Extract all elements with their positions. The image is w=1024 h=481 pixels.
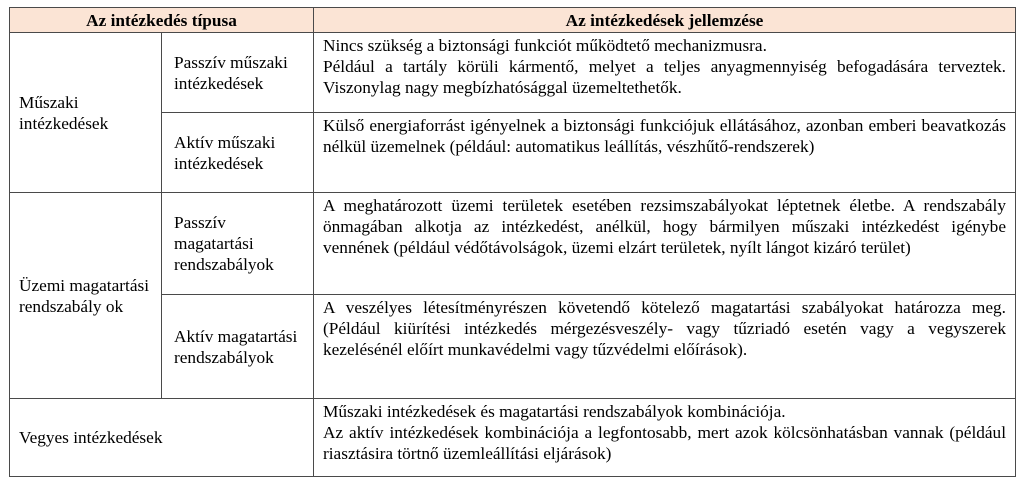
subtype-cell: Passzív magatartási rendszabályok: [162, 193, 314, 295]
measures-table-container: [9, 7, 1016, 477]
category-cell: Vegyes intézkedések: [10, 399, 314, 477]
measures-table: [9, 7, 1016, 477]
category-cell: Műszaki intézkedések: [10, 33, 162, 193]
table-row: [10, 33, 1016, 113]
description-cell: [314, 193, 1016, 295]
table-row: [10, 399, 1016, 477]
header-type: Az intézkedés típusa: [10, 8, 314, 33]
header-description: Az intézkedések jellemzése: [314, 8, 1016, 33]
description-line: Nincs szükség a biztonsági funkciót működtető mechanizmusra.: [323, 36, 767, 55]
description-cell: [314, 33, 1016, 113]
table-row: [10, 193, 1016, 295]
subtype-cell: Aktív műszaki intézkedések: [162, 113, 314, 193]
description-cell: [314, 399, 1016, 477]
description-line: Műszaki intézkedések és magatartási rendszabályok kombinációja.: [323, 402, 786, 421]
description-line: A veszélyes létesítményrészen követendő kötelező magatartási szabályokat határozza meg. (Például kiürítési intézkedés mérgezésveszély- vagy tűzriadó esetén vagy a vegyszerek kezelésénél előírt munkavédelmi vagy tűzvédelmi előírások).: [323, 298, 1006, 359]
description-line: Külső energiaforrást igényelnek a biztonsági funkciójuk ellátásához, azonban emberi beavatkozás nélkül üzemelnek (például: automatikus leállítás, vészhűtő-rendszerek): [323, 116, 1006, 156]
header-row: [10, 8, 1016, 33]
description-cell: [314, 113, 1016, 193]
description-line: Az aktív intézkedések kombinációja a legfontosabb, mert azok kölcsönhatásban vannak (például riasztásira törtnő üzemleállítási eljárások): [323, 423, 1006, 463]
subtype-cell: Aktív magatartási rendszabályok: [162, 295, 314, 399]
description-line: A meghatározott üzemi területek esetében rezsimszabályokat léptetnek életbe. A rendszabály önmagában alkotja az intézkedést, anélkül, hogy bármilyen műszaki intézkedést igénybe vennének (például védőtávolságok, üzemi elzárt területek, nyílt lángot kizáró terület): [323, 196, 1006, 257]
subtype-cell: Passzív műszaki intézkedések: [162, 33, 314, 113]
category-cell: Üzemi magatartási rendszabály ok: [10, 193, 162, 399]
description-cell: [314, 295, 1016, 399]
description-line: Például a tartály körüli kármentő, melyet a teljes anyagmennyiség befogadására terveztek. Viszonylag nagy megbízhatósággal üzemeltethetők.: [323, 57, 1006, 97]
